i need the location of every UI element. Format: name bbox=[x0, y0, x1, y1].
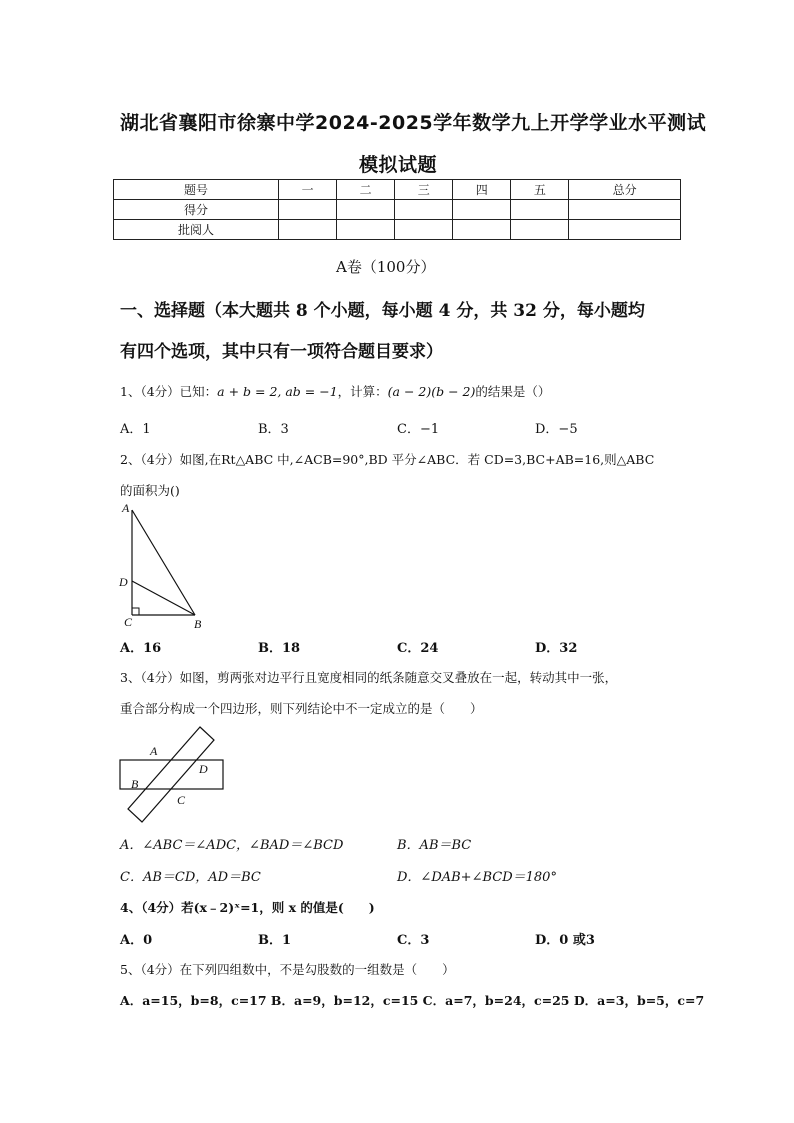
q3-option-a-text: A．∠ABC＝∠ADC，∠BAD＝∠BCD bbox=[120, 838, 344, 853]
score-table-header: 一 bbox=[279, 180, 337, 200]
label-a: A bbox=[150, 744, 158, 758]
score-table-header: 四 bbox=[453, 180, 511, 200]
q1-option-d[interactable]: D．−5 bbox=[535, 422, 578, 437]
q1-option-b[interactable]: B．3 bbox=[258, 422, 289, 437]
score-cell[interactable] bbox=[279, 200, 337, 220]
label-b: B bbox=[131, 777, 139, 791]
score-table-header: 五 bbox=[511, 180, 569, 200]
label-d: D bbox=[119, 575, 128, 589]
q2-option-d[interactable]: D．32 bbox=[535, 641, 578, 656]
score-cell[interactable] bbox=[279, 220, 337, 240]
score-table-header: 题号 bbox=[114, 180, 279, 200]
label-b: B bbox=[194, 617, 202, 631]
q3-option-a[interactable] bbox=[120, 834, 343, 853]
q1-option-a[interactable]: A．1 bbox=[120, 422, 151, 437]
q4-option-a[interactable]: A．0 bbox=[120, 933, 153, 948]
score-table-header-row bbox=[114, 180, 681, 200]
question-2-stem-line2: 的面积为() bbox=[120, 483, 180, 498]
segment-ab bbox=[132, 510, 195, 615]
score-table-row bbox=[114, 200, 681, 220]
q3-option-d-text: D．∠DAB+∠BCD＝180° bbox=[397, 870, 557, 885]
q1-math-expr: (a − 2)(b − 2) bbox=[387, 384, 476, 399]
exam-title-line2: 模拟试题 bbox=[359, 154, 438, 176]
score-cell[interactable] bbox=[569, 200, 681, 220]
score-table-row bbox=[114, 220, 681, 240]
q4-option-b[interactable]: B．1 bbox=[258, 933, 292, 948]
question-5-stem: 5、（4分）在下列四组数中，不是勾股数的一组数是（ ） bbox=[120, 962, 455, 977]
q1-prefix: 1、（4分）已知： bbox=[120, 384, 218, 399]
q3-paper-strips-figure bbox=[112, 722, 230, 824]
score-cell[interactable] bbox=[337, 220, 395, 240]
score-cell[interactable] bbox=[395, 200, 453, 220]
q2-option-c[interactable]: C．24 bbox=[397, 641, 439, 656]
q2-triangle-figure bbox=[110, 498, 220, 633]
q3-option-c-text: C．AB＝CD，AD＝BC bbox=[120, 870, 261, 885]
question-3-stem-line2: 重合部分构成一个四边形，则下列结论中不一定成立的是（ ） bbox=[120, 701, 483, 716]
section1-heading-line2: 有四个选项，其中只有一项符合题目要求） bbox=[120, 342, 443, 362]
label-a: A bbox=[122, 501, 130, 515]
q3-option-b-text: B．AB＝BC bbox=[397, 838, 472, 853]
score-cell[interactable] bbox=[453, 200, 511, 220]
q4-option-c[interactable]: C．3 bbox=[397, 933, 430, 948]
score-cell[interactable] bbox=[337, 200, 395, 220]
q3-option-c[interactable] bbox=[120, 866, 261, 885]
right-angle-marker bbox=[132, 608, 139, 615]
score-row-label: 得分 bbox=[114, 200, 279, 220]
score-table-header: 三 bbox=[395, 180, 453, 200]
label-c: C bbox=[124, 615, 133, 629]
q2-option-a[interactable]: A．16 bbox=[120, 641, 162, 656]
score-cell[interactable] bbox=[511, 220, 569, 240]
score-row-label: 批阅人 bbox=[114, 220, 279, 240]
exam-title-line1: 湖北省襄阳市徐寨中学2024-2025学年数学九上开学学业水平测试 bbox=[120, 112, 707, 134]
q1-option-c[interactable]: C．−1 bbox=[397, 422, 440, 437]
score-table-header: 总分 bbox=[569, 180, 681, 200]
q4-option-d[interactable]: D．0 或3 bbox=[535, 933, 595, 948]
label-c: C bbox=[177, 793, 186, 807]
q5-options-line[interactable]: A．a=15，b=8，c=17 B．a=9，b=12，c=15 C．a=7，b=24，c=25 D．a=3，b=5，c=7 bbox=[120, 993, 705, 1008]
question-3-stem-line1: 3、（4分）如图，剪两张对边平行且宽度相同的纸条随意交叉叠放在一起，转动其中一张， bbox=[120, 670, 618, 685]
score-cell[interactable] bbox=[569, 220, 681, 240]
label-d: D bbox=[199, 762, 208, 776]
q2-option-b[interactable]: B．18 bbox=[258, 641, 301, 656]
score-cell[interactable] bbox=[511, 200, 569, 220]
score-cell[interactable] bbox=[395, 220, 453, 240]
score-cell[interactable] bbox=[453, 220, 511, 240]
question-4-stem: 4、（4分）若(x﹣2)ˣ=1，则 x 的值是( ) bbox=[120, 900, 375, 915]
volume-label: A卷（100分） bbox=[336, 258, 436, 276]
score-table bbox=[113, 179, 681, 240]
q1-math-given: a + b = 2, ab = −1 bbox=[217, 384, 338, 399]
section1-heading-line1: 一、选择题（本大题共 8 个小题，每小题 4 分，共 32 分，每小题均 bbox=[120, 301, 645, 321]
score-table-header: 二 bbox=[337, 180, 395, 200]
q1-suffix: 的结果是（） bbox=[475, 384, 551, 399]
q3-option-d[interactable] bbox=[397, 866, 557, 885]
q1-mid: ，计算： bbox=[337, 384, 388, 399]
question-1-stem bbox=[120, 382, 550, 400]
segment-bd bbox=[132, 581, 195, 615]
question-2-stem-line1: 2、（4分）如图,在Rt△ABC 中,∠ACB=90°,BD 平分∠ABC．若 CD=3,BC+AB=16,则△ABC bbox=[120, 452, 655, 467]
q3-option-b[interactable] bbox=[397, 834, 471, 853]
